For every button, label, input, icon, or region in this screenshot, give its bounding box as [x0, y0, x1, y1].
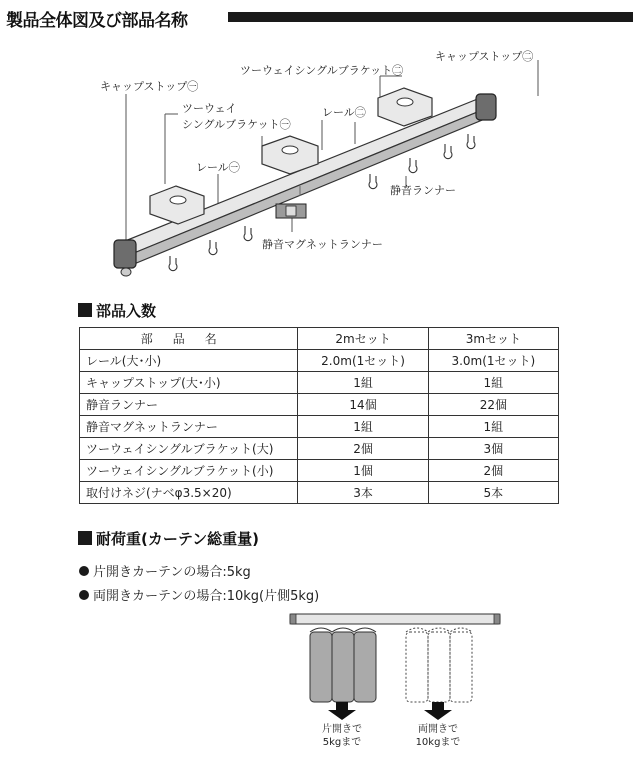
part-name: ツーウェイシングルブラケット(大) — [80, 438, 298, 460]
label-magnet-runner: 静音マグネットランナー — [262, 238, 383, 251]
double-curtain-illustration — [406, 628, 472, 702]
label-bracket-small: ツーウェイシングルブラケット㊁ — [240, 64, 404, 77]
qty-2m: 1個 — [298, 460, 428, 482]
header-part-name: 部品名 — [80, 328, 298, 350]
qty-3m: 2個 — [428, 460, 558, 482]
label-rail-large: レール㊀ — [196, 161, 240, 174]
qty-3m: 5本 — [428, 482, 558, 504]
load-illustration — [288, 606, 508, 756]
square-bullet-icon — [78, 303, 92, 317]
bullet-dot-icon — [79, 566, 89, 576]
label-runner: 静音ランナー — [390, 184, 456, 197]
table-row — [80, 350, 559, 372]
table-row — [80, 482, 559, 504]
qty-3m: 1組 — [428, 416, 558, 438]
magnet-runner-illustration — [276, 204, 306, 218]
part-name: レール(大･小) — [80, 350, 298, 372]
page-title: 製品全体図及び部品名称 — [6, 11, 188, 31]
label-rail-small: レール㊁ — [322, 106, 366, 119]
part-name: 取付けネジ(ナベφ3.5×20) — [80, 482, 298, 504]
label-bracket-large-line1: ツーウェイ — [182, 102, 237, 115]
product-diagram — [0, 36, 640, 298]
load-capacity-title: 耐荷重(カーテン総重量) — [78, 528, 259, 549]
qty-2m: 1組 — [298, 372, 428, 394]
part-name: 静音ランナー — [80, 394, 298, 416]
table-row — [80, 460, 559, 482]
part-name: キャップストップ(大･小) — [80, 372, 298, 394]
caption-single-line2: 5kgまで — [322, 737, 362, 748]
header-3m-set: 3mセット — [428, 328, 558, 350]
qty-3m: 3.0m(1セット) — [428, 350, 558, 372]
single-curtain-illustration — [310, 628, 376, 702]
arrow-down-icon — [424, 710, 452, 720]
part-name: 静音マグネットランナー — [80, 416, 298, 438]
table-row — [80, 394, 559, 416]
parts-table — [79, 327, 559, 504]
caption-double-line2: 10kgまで — [415, 737, 461, 748]
header-2m-set: 2mセット — [298, 328, 428, 350]
qty-3m: 1組 — [428, 372, 558, 394]
arrow-down-icon — [328, 710, 356, 720]
load-item-double: 両開きカーテンの場合:10kg(片側5kg) — [79, 585, 319, 604]
table-row — [80, 438, 559, 460]
bullet-dot-icon — [79, 590, 89, 600]
table-row — [80, 372, 559, 394]
qty-3m: 3個 — [428, 438, 558, 460]
label-cap-stop-large: キャップストップ㊀ — [100, 80, 199, 93]
part-name: ツーウェイシングルブラケット(小) — [80, 460, 298, 482]
qty-2m: 1組 — [298, 416, 428, 438]
qty-2m: 14個 — [298, 394, 428, 416]
cap-stop-large-illustration — [114, 240, 136, 276]
qty-3m: 22個 — [428, 394, 558, 416]
parts-count-title: 部品入数 — [78, 300, 156, 321]
label-cap-stop-small: キャップストップ㊁ — [435, 50, 534, 63]
qty-2m: 2.0m(1セット) — [298, 350, 428, 372]
table-header-row — [80, 328, 559, 350]
load-item-single: 片開きカーテンの場合:5kg — [79, 561, 251, 580]
title-bar — [228, 12, 633, 22]
caption-single-line1: 片開きで — [322, 724, 362, 735]
qty-2m: 2個 — [298, 438, 428, 460]
table-row — [80, 416, 559, 438]
square-bullet-icon — [78, 531, 92, 545]
label-bracket-large-line2: シングルブラケット㊀ — [182, 118, 291, 131]
qty-2m: 3本 — [298, 482, 428, 504]
caption-double-line1: 両開きで — [418, 724, 458, 735]
cap-stop-small-illustration — [476, 94, 496, 120]
